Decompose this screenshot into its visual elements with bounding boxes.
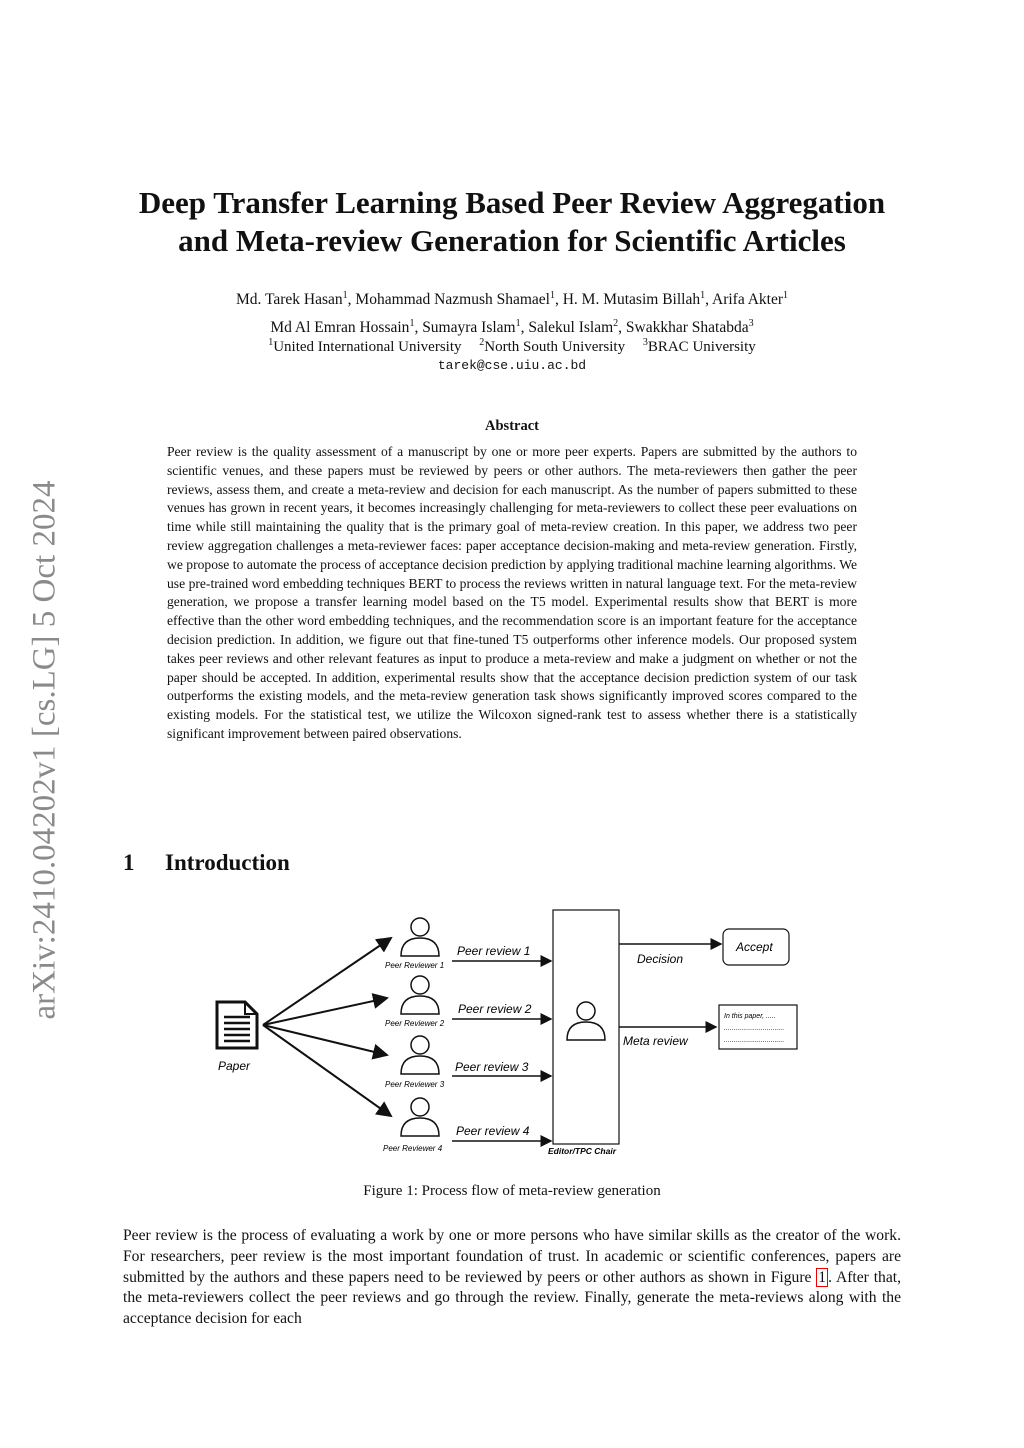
affiliation-list: [100, 332, 924, 358]
figure-caption: Figure 1: Process flow of meta-review generation: [363, 1183, 661, 1199]
affiliation-number: 2: [479, 337, 485, 348]
author-name: Salekul Islam: [528, 319, 614, 337]
review-1-label: Peer review 1: [457, 944, 531, 958]
contact-email[interactable]: tarek@cse.uiu.ac.bd: [437, 358, 587, 373]
arxiv-sidebar: [20, 460, 70, 1040]
affiliation-number: 1: [268, 337, 274, 348]
reviewer-1-label: Peer Reviewer 1: [385, 961, 445, 970]
editor-label: Editor/TPC Chair: [548, 1146, 617, 1156]
author-affiliation: 1: [783, 290, 789, 301]
doc-text-line-2: ...............................: [724, 1025, 785, 1032]
body-text-end: . After that, the meta-reviewers collect the peer reviews and go through the review. Finally, generate the meta-reviews along with the acceptance decision for each: [123, 1268, 901, 1328]
accept-label: Accept: [736, 940, 773, 954]
reviewer-3-label: Peer Reviewer 3: [385, 1080, 445, 1089]
document-icon: [217, 1002, 257, 1048]
author-name: Md Al Emran Hossain: [270, 319, 410, 337]
section-title: Introduction: [165, 850, 290, 875]
author-name: Mohammad Nazmush Shamael: [355, 291, 550, 309]
author-affiliation: 1: [700, 290, 706, 301]
paper-title: [100, 184, 924, 260]
figure-reference-link[interactable]: 1: [818, 1268, 827, 1286]
review-3-label: Peer review 3: [455, 1060, 529, 1074]
section-heading: [123, 850, 290, 876]
doc-text-line-1: In this paper, .....: [724, 1013, 776, 1020]
arxiv-identifier: arXiv:2410.04202v1 [cs.LG] 5 Oct 2024: [26, 480, 63, 1020]
body-paragraph: [123, 1226, 901, 1330]
review-4-label: Peer review 4: [456, 1124, 530, 1138]
author-name: Arifa Akter: [712, 291, 784, 309]
author-affiliation: 1: [409, 318, 415, 330]
affiliation-name: North South University: [484, 339, 626, 355]
abstract-text: Peer review is the quality assessment of a manuscript by one or more peer experts. Papers are submitted by the authors to scientific venues, and these papers must be reviewed by peers or other authors. The meta-reviewers then gather the peer reviews, assess them, and create a meta-review and decision for each manuscript. As the number of papers submitted to these venues has grown in recent years, it becomes increasingly challenging for meta-reviewers to collect these peer evaluations on time while still maintaining the quality that is the primary goal of meta-review creation. In this paper, we address two peer review aggregation challenges a meta-reviewer faces: paper acceptance decision-making and meta-review generation. Firstly, we propose to automate the process of acceptance decision prediction by applying traditional machine learning algorithms. We use pre-trained word embedding techniques BERT to process the reviews written in natural language text. For the meta-review generation, we propose a transfer learning model based on the T5 model. Experimental results show that BERT is more effective than the other word embedding techniques, and the recommendation score is an important feature for the acceptance decision prediction. In addition, we figure out that fine-tuned T5 outperforms other inference models. Our proposed system takes peer reviews and other relevant features as input to produce a meta-review and make a judgment on whether or not the paper should be accepted. In addition, experimental results show that the acceptance decision prediction system of our task outperforms the existing models, and the meta-review generation task shows significantly improved scores compared to the existing models. For the statistical test, we utilize the Wilcoxon signed-rank test to assess whether there is a statistically significant improvement between paired observations.: [167, 444, 857, 741]
author-name: H. M. Mutasim Billah: [562, 291, 701, 309]
author-name: Sumayra Islam: [422, 319, 516, 337]
reviewer-4-label: Peer Reviewer 4: [383, 1144, 443, 1153]
decision-label: Decision: [637, 952, 684, 966]
reviewer-1-person-icon: [401, 918, 439, 956]
reviewer-3-person-icon: [401, 1036, 439, 1074]
arrow-to-reviewer-3: [263, 1025, 387, 1055]
affiliation-name: BRAC University: [647, 339, 756, 355]
paper-label: Paper: [218, 1059, 251, 1073]
author-affiliation: 3: [748, 318, 754, 330]
reviewer-2-label: Peer Reviewer 2: [385, 1019, 445, 1028]
affiliation-name: United International University: [273, 339, 462, 355]
author-name: Swakkhar Shatabda: [625, 319, 749, 337]
abstract-heading: Abstract: [485, 418, 539, 434]
reviewer-2-person-icon: [401, 976, 439, 1014]
review-2-label: Peer review 2: [458, 1002, 532, 1016]
title-line-1: Deep Transfer Learning Based Peer Review Aggregation: [138, 185, 886, 220]
affiliation-number: 3: [642, 337, 648, 348]
reviewer-4-person-icon: [401, 1098, 439, 1136]
doc-text-line-3: ...............................: [724, 1037, 785, 1044]
author-name: Md. Tarek Hasan: [235, 291, 343, 309]
author-line-2: Md Al Emran Hossain$^1$, Sumayra Islam$^1$, Salekul Islam$^2$, Swakkhar Shatabda$^3$: [270, 318, 754, 337]
author-affiliation: 1: [515, 318, 521, 330]
author-affiliation: 1: [549, 290, 555, 301]
section-number: 1: [123, 850, 135, 875]
author-affiliation: 2: [613, 318, 619, 330]
process-flow-figure: [205, 905, 825, 1160]
meta-review-label: Meta review: [623, 1034, 688, 1048]
body-text-start: Peer review is the process of evaluating a work by one or more persons who have similar skills as the creator of the work. For researchers, peer review is the most important foundation of trust. In academic or scientific conferences, papers are submitted by the authors and these papers need to be reviewed by peers or other authors as shown in Figure: [123, 1227, 901, 1286]
arrow-to-reviewer-4: [263, 1025, 391, 1116]
author-line-1: Md. Tarek Hasan$^1$, Mohammad Nazmush Shamael$^1$, H. M. Mutasim Billah$^1$, Arifa Akter$^1$: [235, 290, 789, 309]
author-affiliation: 1: [342, 290, 348, 301]
title-line-2: and Meta-review Generation for Scientific Articles: [178, 223, 846, 258]
